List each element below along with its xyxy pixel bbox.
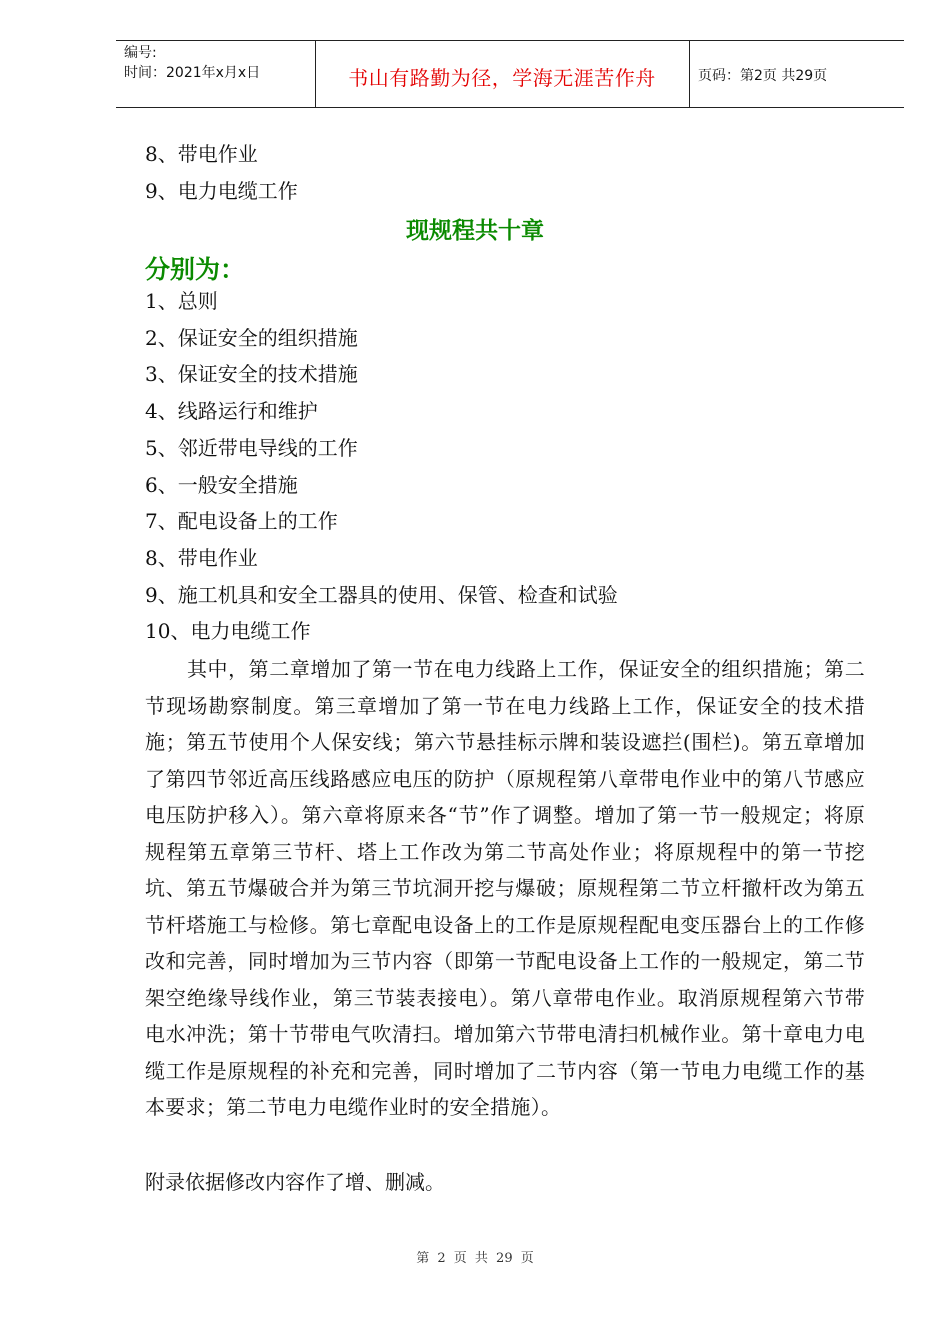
chapter-item: 2、保证安全的组织措施 bbox=[145, 326, 358, 350]
header-divider bbox=[689, 41, 690, 107]
chapter-item: 7、配电设备上的工作 bbox=[145, 509, 338, 533]
chapter-item: 4、线路运行和维护 bbox=[145, 399, 318, 423]
appendix-note: 附录依据修改内容作了增、删减。 bbox=[145, 1170, 445, 1194]
chapter-item: 6、一般安全措施 bbox=[145, 473, 298, 497]
header-meta bbox=[124, 43, 260, 83]
page-header bbox=[116, 40, 904, 108]
chapter-item: 3、保证安全的技术措施 bbox=[145, 362, 358, 386]
section-subheading: 分别为： bbox=[145, 255, 246, 284]
chapter-item: 10、电力电缆工作 bbox=[145, 619, 311, 643]
section-title: 现规程共十章 bbox=[406, 217, 544, 244]
page-footer: 第 2 页 共 29 页 bbox=[416, 1251, 534, 1266]
list-item: 8、带电作业 bbox=[145, 142, 258, 166]
chapter-item: 8、带电作业 bbox=[145, 546, 258, 570]
header-motto: 书山有路勤为径，学海无涯苦作舟 bbox=[348, 66, 656, 90]
body-paragraph: 其中，第二章增加了第一节在电力线路上工作，保证安全的组织措施；第二节现场勘察制度。第三章增加了第一节在电力线路上工作，保证安全的技术措施；第五节使用个人保安线；第六节悬挂标示牌和装设遮拦(围栏)。第五章增加了第四节邻近高压线路感应电压的防护（原规程第八章带电作业中的第八节感应电压防护移入）。第六章将原来各“节”作了调整。增加了第一节一般规定；将原规程第五章第三节杆、塔上工作改为第二节高处作业；将原规程中的第一节挖坑、第五节爆破合并为第三节坑洞开挖与爆破；原规程第二节立杆撤杆改为第五节杆塔施工与检修。第七章配电设备上的工作是原规程配电变压器台上的工作修改和完善，同时增加为三节内容（即第一节配电设备上工作的一般规定，第二节架空绝缘导线作业，第三节装表接电）。第八章带电作业。取消原规程第六节带电水冲洗；第十节带电气吹清扫。增加第六节带电清扫机械作业。第十章电力电缆工作是原规程的补充和完善，同时增加了二节内容（第一节电力电缆工作的基本要求；第二节电力电缆作业时的安全措施）。 bbox=[145, 657, 865, 1119]
header-time: 时间：2021年x月x日 bbox=[124, 65, 261, 81]
header-number: 编号: bbox=[124, 45, 157, 61]
list-item: 9、电力电缆工作 bbox=[145, 179, 298, 203]
chapter-item: 1、总则 bbox=[145, 289, 218, 313]
header-page-number: 页码：第2页 共29页 bbox=[698, 68, 828, 84]
chapter-item: 5、邻近带电导线的工作 bbox=[145, 436, 358, 460]
chapter-item: 9、施工机具和安全工器具的使用、保管、检查和试验 bbox=[145, 583, 618, 607]
